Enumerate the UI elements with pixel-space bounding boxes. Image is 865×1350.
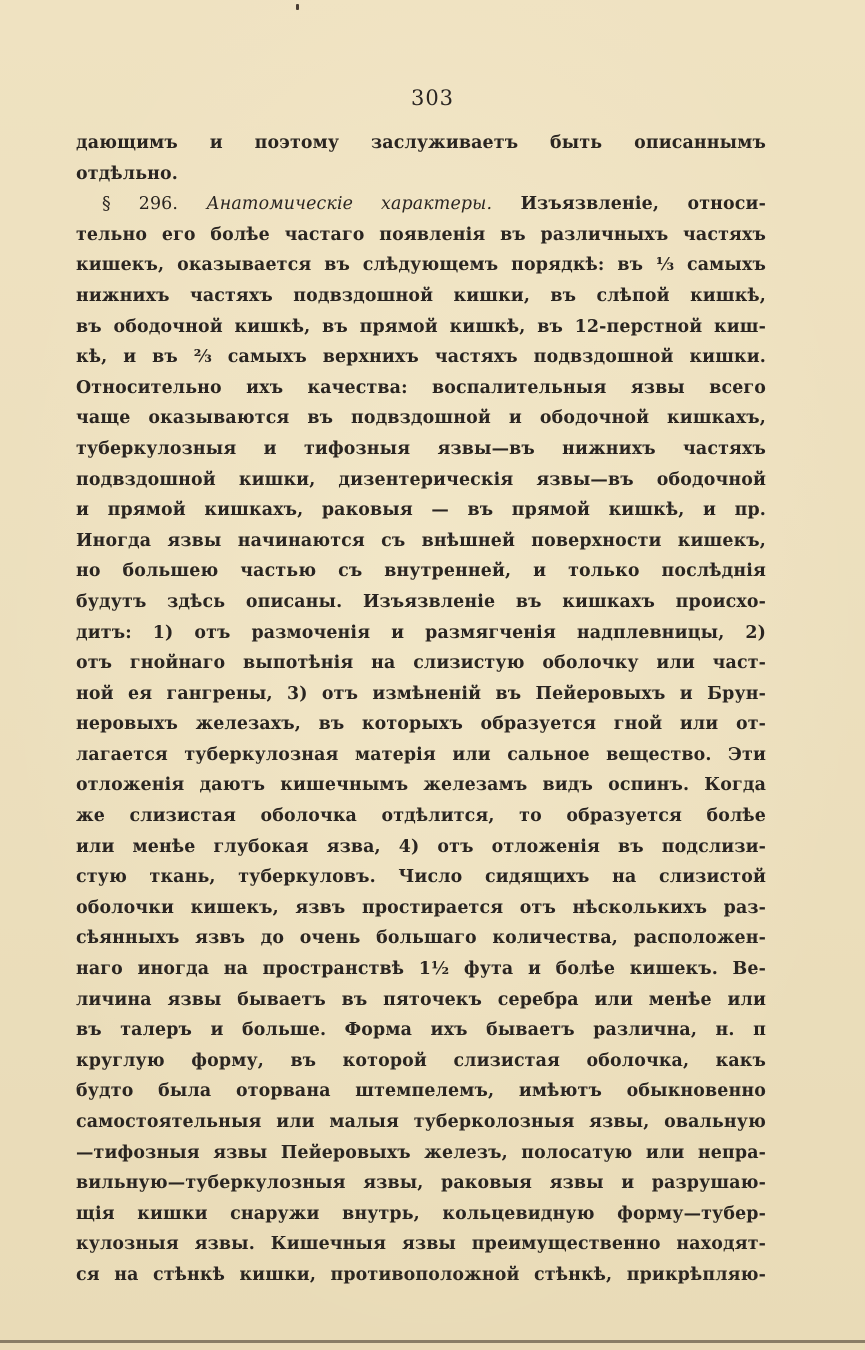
section-heading-line	[76, 189, 766, 220]
text-line: или менѣе глубокая язва, 4) отъ отложенія въ подслизи-	[76, 836, 766, 857]
text-line: сѣянныхъ язвъ до очень большаго количества, расположен-	[76, 928, 766, 949]
text-line: въ талеръ и больше. Форма ихъ бываетъ различна, н. п	[76, 1020, 766, 1041]
page-number: 303	[410, 86, 455, 110]
text-line: будутъ здѣсь описаны. Изъязвленіе въ кишкахъ происхо-	[76, 591, 766, 612]
text-line: ся на стѣнкѣ кишки, противоположной стѣнкѣ, прикрѣпляю-	[76, 1264, 766, 1285]
section-title: Анатомическіе характеры.	[206, 194, 493, 215]
text-line: кишекъ, оказывается въ слѣдующемъ порядкѣ: въ ⅓ самыхъ	[76, 255, 766, 276]
text-line: но большею частью съ внутренней, и только послѣднія	[76, 561, 766, 582]
text-line: оболочки кишекъ, язвъ простирается отъ нѣсколькихъ раз-	[76, 897, 766, 918]
text-line: отъ гнойнаго выпотѣнія на слизистую оболочку или част-	[76, 653, 766, 674]
text-line: кѣ, и въ ⅔ самыхъ верхнихъ частяхъ подвздошной кишки.	[76, 347, 766, 368]
text-line: дающимъ и поэтому заслуживаетъ быть описаннымъ	[76, 133, 766, 153]
text-line: чаще оказываются въ подвздошной и ободочной кишкахъ,	[76, 408, 766, 429]
text-line: ной ея гангрены, 3) отъ измѣненій въ Пейеровыхъ и Брун-	[76, 683, 766, 704]
section-text-start: Изъязвленіе, относи-	[520, 194, 766, 215]
print-speck	[296, 4, 299, 10]
text-line: личина язвы бываетъ въ пяточекъ серебра или менѣе или	[76, 989, 766, 1010]
text-line: отложенія даютъ кишечнымъ железамъ видъ оспинъ. Когда	[76, 775, 766, 796]
text-line: и прямой кишкахъ, раковыя — въ прямой кишкѣ, и пр.	[76, 500, 766, 521]
text-line: наго иногда на пространствѣ 1½ фута и болѣе кишекъ. Ве-	[76, 959, 766, 980]
text-line: стую ткань, туберкуловъ. Число сидящихъ на слизистой	[76, 867, 766, 888]
text-line: въ ободочной кишкѣ, въ прямой кишкѣ, въ 12-перстной киш-	[76, 316, 766, 337]
text-line: туберкулозныя и тифозныя язвы—въ нижнихъ частяхъ	[76, 438, 766, 459]
text-line: подвздошной кишки, дизентерическія язвы—въ ободочной	[76, 469, 766, 490]
text-line: —тифозныя язвы Пейеровыхъ железъ, полосатую или непра-	[76, 1142, 766, 1163]
text-line: тельно его болѣе частаго появленія въ различныхъ частяхъ	[76, 224, 766, 245]
text-line: кулозныя язвы. Кишечныя язвы преимущественно находят-	[76, 1234, 766, 1255]
text-line: вильную—туберкулозныя язвы, раковыя язвы и разрушаю-	[76, 1173, 766, 1194]
text-line: же слизистая оболочка отдѣлится, то образуется болѣе	[76, 806, 766, 827]
text-line: будто была оторвана штемпелемъ, имѣютъ обыкновенно	[76, 1081, 766, 1102]
section-number: § 296.	[102, 194, 179, 215]
text-line: лагается туберкулозная матерія или сальное вещество. Эти	[76, 744, 766, 765]
text-line: самостоятельныя или малыя туберколозныя язвы, овальную	[76, 1112, 766, 1132]
text-line: неровыхъ железахъ, въ которыхъ образуется гной или от-	[76, 714, 766, 735]
page-edge-rule	[0, 1340, 865, 1343]
text-line: Иногда язвы начинаются съ внѣшней поверхности кишекъ,	[76, 530, 766, 551]
text-line: дитъ: 1) отъ размоченія и размягченія надплевницы, 2)	[76, 622, 766, 643]
text-line: Относительно ихъ качества: воспалительныя язвы всего	[76, 377, 766, 398]
text-line: круглую форму, въ которой слизистая оболочка, какъ	[76, 1050, 766, 1071]
text-line: отдѣльно.	[76, 163, 178, 184]
body-text	[76, 128, 766, 1291]
text-line: нижнихъ частяхъ подвздошной кишки, въ слѣпой кишкѣ,	[76, 285, 766, 306]
text-line: щія кишки снаружи внутрь, кольцевидную форму—тубер-	[76, 1203, 766, 1224]
